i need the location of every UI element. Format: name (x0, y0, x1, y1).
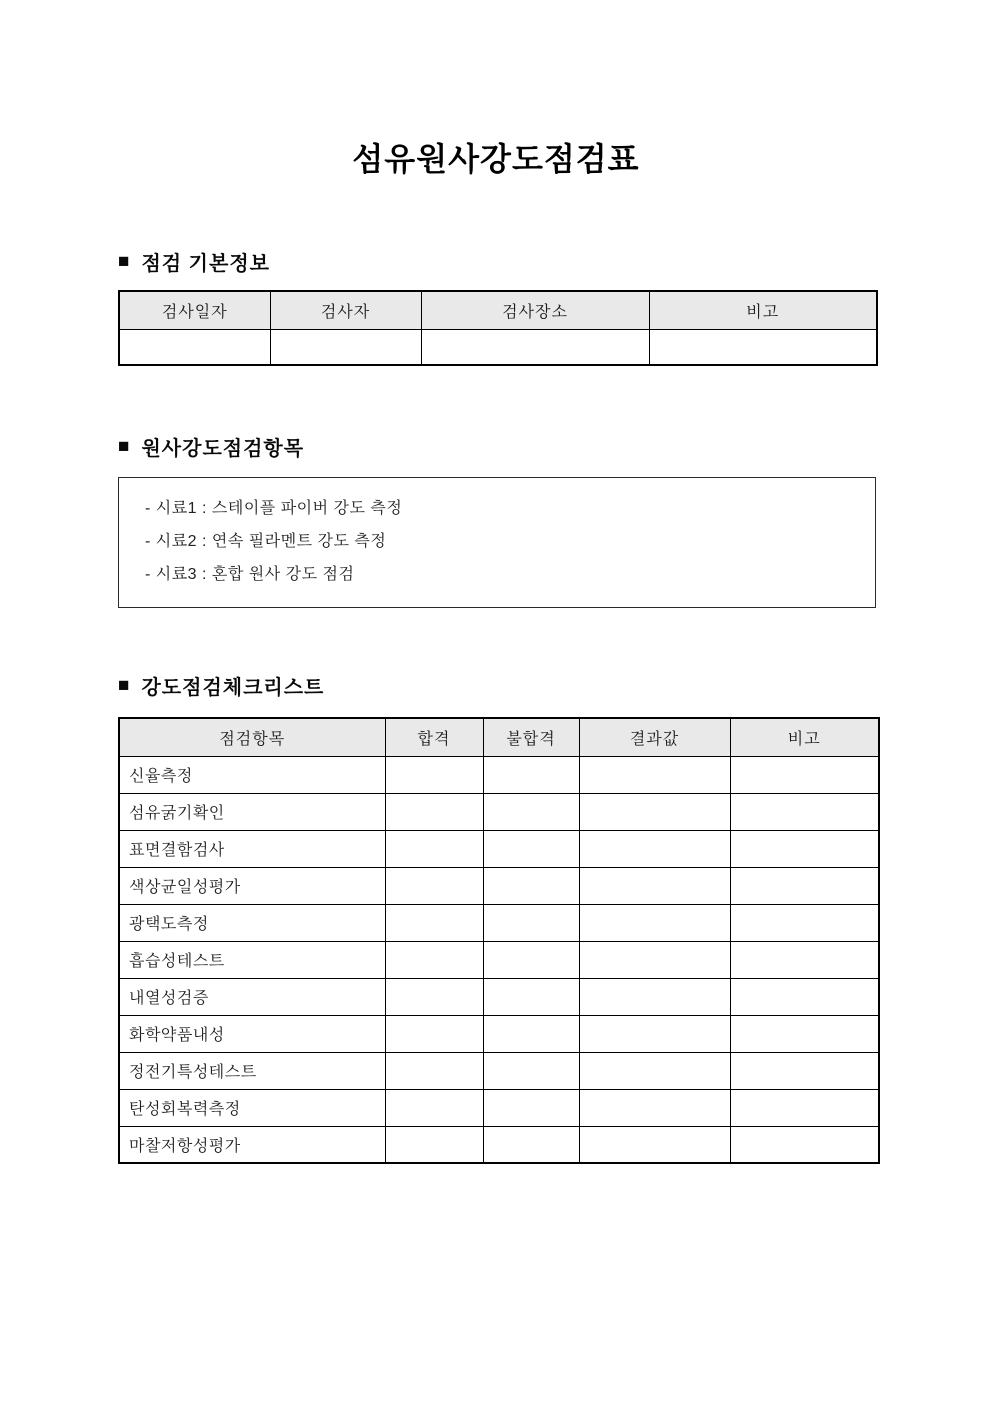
strength-item-3: - 시료3 : 혼합 원사 강도 점검 (145, 566, 355, 583)
note-cell (730, 830, 879, 867)
note-cell (730, 793, 879, 830)
header-result-value: 결과값 (579, 718, 730, 756)
check-item-label: 흡습성테스트 (119, 941, 385, 978)
document-title: 섬유원사강도점검표 (352, 141, 640, 177)
pass-cell (385, 1052, 483, 1089)
header-note: 비고 (730, 718, 879, 756)
fail-cell (483, 793, 579, 830)
pass-cell (385, 830, 483, 867)
header-fail: 불합격 (483, 718, 579, 756)
check-item-label: 마찰저항성평가 (119, 1126, 385, 1163)
inspector-cell (270, 329, 421, 365)
fail-cell (483, 1052, 579, 1089)
fail-cell (483, 830, 579, 867)
header-inspector: 검사자 (270, 291, 421, 329)
check-item-label: 탄성회복력측정 (119, 1089, 385, 1126)
result-value-cell (579, 793, 730, 830)
result-value-cell (579, 1052, 730, 1089)
checklist-row (119, 830, 879, 867)
basic-info-header-row (119, 291, 877, 329)
result-value-cell (579, 904, 730, 941)
fail-cell (483, 1126, 579, 1163)
result-value-cell (579, 978, 730, 1015)
inspection-place-cell (421, 329, 649, 365)
pass-cell (385, 867, 483, 904)
note-cell (730, 756, 879, 793)
checklist-header-row (119, 718, 879, 756)
header-pass: 합격 (385, 718, 483, 756)
fail-cell (483, 867, 579, 904)
pass-cell (385, 1015, 483, 1052)
note-cell (730, 978, 879, 1015)
pass-cell (385, 904, 483, 941)
result-value-cell (579, 867, 730, 904)
header-check-item: 점검항목 (119, 718, 385, 756)
basic-info-entry-row (119, 329, 877, 365)
result-value-cell (579, 830, 730, 867)
pass-cell (385, 1089, 483, 1126)
inspection-date-cell (119, 329, 270, 365)
note-cell (730, 904, 879, 941)
strength-items-box (118, 477, 876, 608)
checklist-row (119, 867, 879, 904)
fail-cell (483, 1015, 579, 1052)
square-bullet-icon: ■ (118, 675, 131, 696)
section-heading-strength-items (118, 432, 304, 461)
note-cell (730, 867, 879, 904)
square-bullet-icon: ■ (118, 436, 131, 457)
check-item-label: 섬유굵기확인 (119, 793, 385, 830)
header-inspection-date: 검사일자 (119, 291, 270, 329)
result-value-cell (579, 756, 730, 793)
fail-cell (483, 1089, 579, 1126)
checklist-row (119, 756, 879, 793)
checklist-row (119, 904, 879, 941)
check-item-label: 광택도측정 (119, 904, 385, 941)
checklist-row (119, 1052, 879, 1089)
note-cell (730, 1015, 879, 1052)
fail-cell (483, 756, 579, 793)
remarks-cell (649, 329, 877, 365)
section-heading-basic-info (118, 247, 270, 276)
pass-cell (385, 1126, 483, 1163)
check-item-label: 정전기특성테스트 (119, 1052, 385, 1089)
result-value-cell (579, 1089, 730, 1126)
check-item-label: 화학약품내성 (119, 1015, 385, 1052)
header-inspection-place: 검사장소 (421, 291, 649, 329)
pass-cell (385, 793, 483, 830)
checklist-table (118, 717, 880, 1164)
square-bullet-icon: ■ (118, 251, 131, 272)
fail-cell (483, 978, 579, 1015)
result-value-cell (579, 1015, 730, 1052)
header-remarks: 비고 (649, 291, 877, 329)
checklist-row (119, 1089, 879, 1126)
check-item-label: 신율측정 (119, 756, 385, 793)
note-cell (730, 941, 879, 978)
pass-cell (385, 756, 483, 793)
pass-cell (385, 978, 483, 1015)
section-heading-strength-items-label: 원사강도점검항목 (141, 438, 305, 460)
pass-cell (385, 941, 483, 978)
section-heading-checklist (118, 671, 324, 700)
fail-cell (483, 941, 579, 978)
basic-info-table (118, 290, 878, 366)
check-item-label: 내열성검증 (119, 978, 385, 1015)
checklist-row (119, 1015, 879, 1052)
check-item-label: 색상균일성평가 (119, 867, 385, 904)
strength-item-2: - 시료2 : 연속 필라멘트 강도 측정 (145, 533, 387, 550)
section-heading-basic-info-label: 점검 기본정보 (141, 253, 270, 275)
check-item-label: 표면결함검사 (119, 830, 385, 867)
result-value-cell (579, 1126, 730, 1163)
checklist-row (119, 978, 879, 1015)
note-cell (730, 1089, 879, 1126)
checklist-row (119, 1126, 879, 1163)
section-heading-checklist-label: 강도점검체크리스트 (141, 677, 325, 699)
checklist-row (119, 793, 879, 830)
note-cell (730, 1052, 879, 1089)
note-cell (730, 1126, 879, 1163)
result-value-cell (579, 941, 730, 978)
strength-item-1: - 시료1 : 스테이플 파이버 강도 측정 (145, 500, 403, 517)
checklist-row (119, 941, 879, 978)
fail-cell (483, 904, 579, 941)
